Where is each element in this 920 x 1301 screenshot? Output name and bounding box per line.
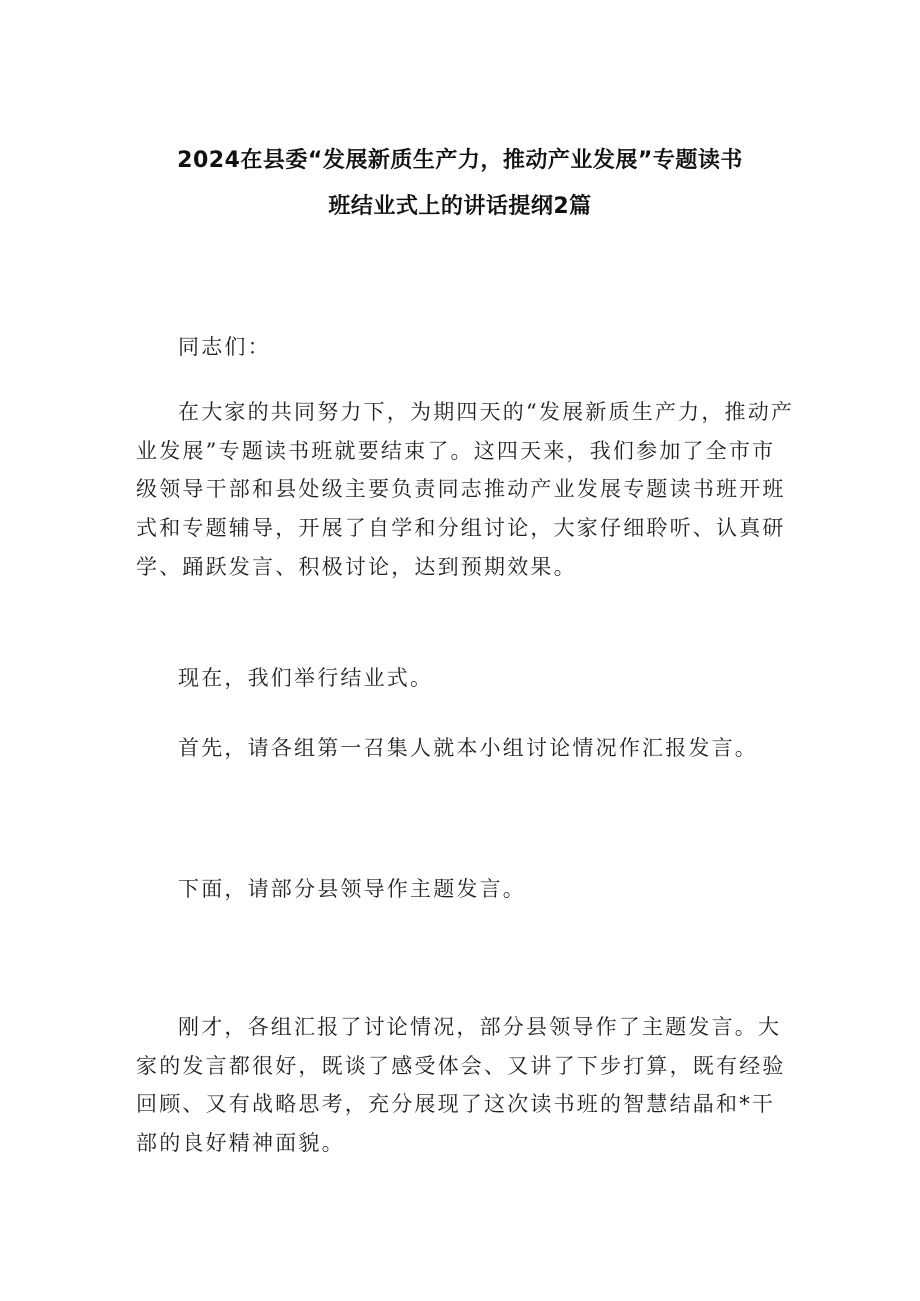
document-title-line-2: 班结业式上的讲话提纲2篇 xyxy=(328,194,592,219)
paragraph-summary: 刚才，各组汇报了讨论情况，部分县领导作了主题发言。大家的发言都很好，既谈了感受体会、又讲了下步打算，既有经验回顾、又有战略思考，充分展现了这次读书班的智慧结晶和*干部的良好精神面貌。 xyxy=(136,1015,786,1156)
salutation: 同志们： xyxy=(178,335,271,359)
paragraph-opening: 在大家的共同努力下，为期四天的“发展新质生产力，推动产业发展”专题读书班就要结束了。这四天来，我们参加了全市市级领导干部和县处级主要负责同志推动产业发展专题读书班开班式和专题辅导，开展了自学和分组讨论，大家仔细聆听、认真研学、踊跃发言、积极讨论，达到预期效果。 xyxy=(136,400,795,579)
document-title-line-1: 2024在县委“发展新质生产力，推动产业发展”专题读书 xyxy=(177,148,743,173)
paragraph-ceremony: 现在，我们举行结业式。 xyxy=(178,666,434,690)
paragraph-leader-speech: 下面，请部分县领导作主题发言。 xyxy=(178,877,526,901)
paragraph-group-report: 首先，请各组第一召集人就本小组讨论情况作汇报发言。 xyxy=(178,736,758,760)
